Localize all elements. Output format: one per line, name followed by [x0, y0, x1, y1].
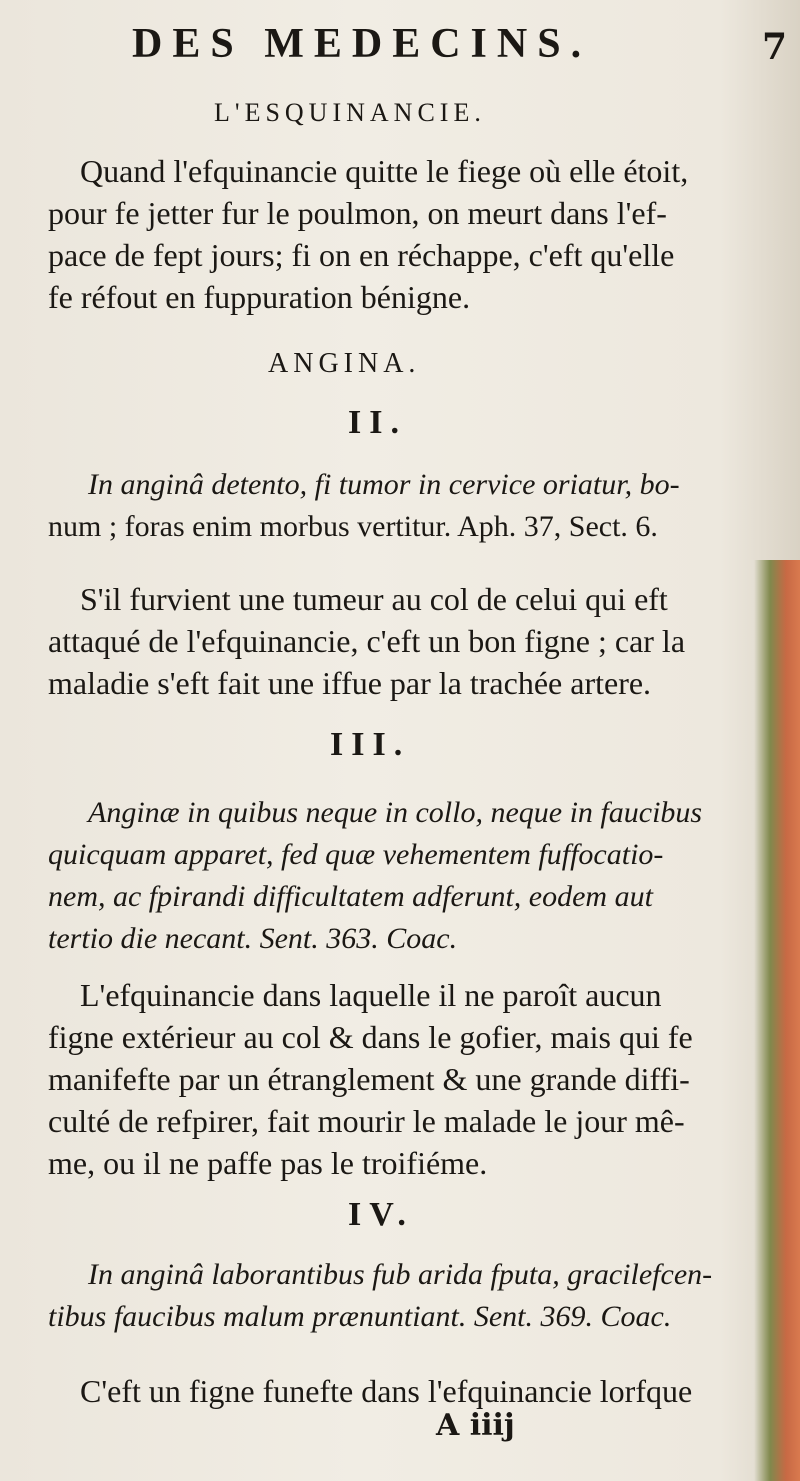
text-line: Quand l'efquinancie quitte le fiege où elle étoit, [80, 153, 689, 189]
text-line: Anginæ in quibus neque in collo, neque in faucibus [88, 796, 703, 829]
section-numeral-iv: IV. [348, 1196, 414, 1233]
text-line: nem, ac fpirandi difficultatem adferunt, eodem aut [48, 880, 653, 913]
text-line: figne extérieur au col & dans le gofier, mais qui fe [48, 1019, 693, 1055]
signature-mark: A iiij [436, 1408, 515, 1443]
text-line: me, ou il ne paffe pas le troifiéme. [48, 1145, 488, 1181]
page-edge-shadow [754, 560, 800, 1481]
text-line: pace de fept jours; fi on en réchappe, c'eft qu'elle [48, 237, 675, 273]
french-translation-ii [48, 578, 688, 704]
text-line: tibus faucibus malum prænuntiant. Sent. 369. Coac. [48, 1300, 672, 1333]
french-translation-iii [48, 974, 693, 1184]
text-line: L'efquinancie dans laquelle il ne paroît aucun [80, 977, 662, 1013]
text-line: tertio die necant. Sent. 363. Coac. [48, 922, 458, 955]
section-numeral-iii: III. [330, 726, 411, 763]
angina-heading: ANGINA. [268, 348, 421, 379]
section-numeral-ii: II. [348, 404, 407, 441]
text-line: maladie s'eft fait une iffue par la trachée artere. [48, 665, 652, 701]
section-title: L'ESQUINANCIE. [214, 98, 486, 127]
running-header: DES MEDECINS. [132, 21, 592, 67]
text-line: manifefte par un étranglement & une grande diffi- [48, 1061, 690, 1097]
text-line: attaqué de l'efquinancie, c'eft un bon figne ; car la [48, 623, 686, 659]
page-number: 7 [762, 26, 788, 68]
latin-aphorism-iii [48, 792, 703, 960]
text-line: quicquam apparet, fed quæ vehementem fuffocatio- [48, 838, 664, 871]
text-line: pour fe jetter fur le poulmon, on meurt dans l'ef- [48, 195, 667, 231]
text-line: culté de refpirer, fait mourir le malade le jour mê- [48, 1103, 685, 1139]
text-line: In anginâ detento, fi tumor in cervice oriatur, bo- [88, 468, 680, 501]
latin-aphorism-iv [48, 1254, 713, 1338]
text-line: C'eft un figne funefte dans l'efquinancie lorfque [80, 1373, 693, 1409]
text-line: fe réfout en fuppuration bénigne. [48, 279, 471, 315]
text-line: In anginâ laborantibus fub arida fputa, gracilefcen- [88, 1258, 713, 1291]
text-line: num ; foras enim morbus vertitur. Aph. 37, Sect. 6. [48, 510, 658, 543]
french-translation-iv [48, 1370, 693, 1412]
text-line: S'il furvient une tumeur au col de celui qui eft [80, 581, 668, 617]
latin-aphorism-ii [48, 464, 688, 548]
intro-paragraph [48, 150, 688, 318]
